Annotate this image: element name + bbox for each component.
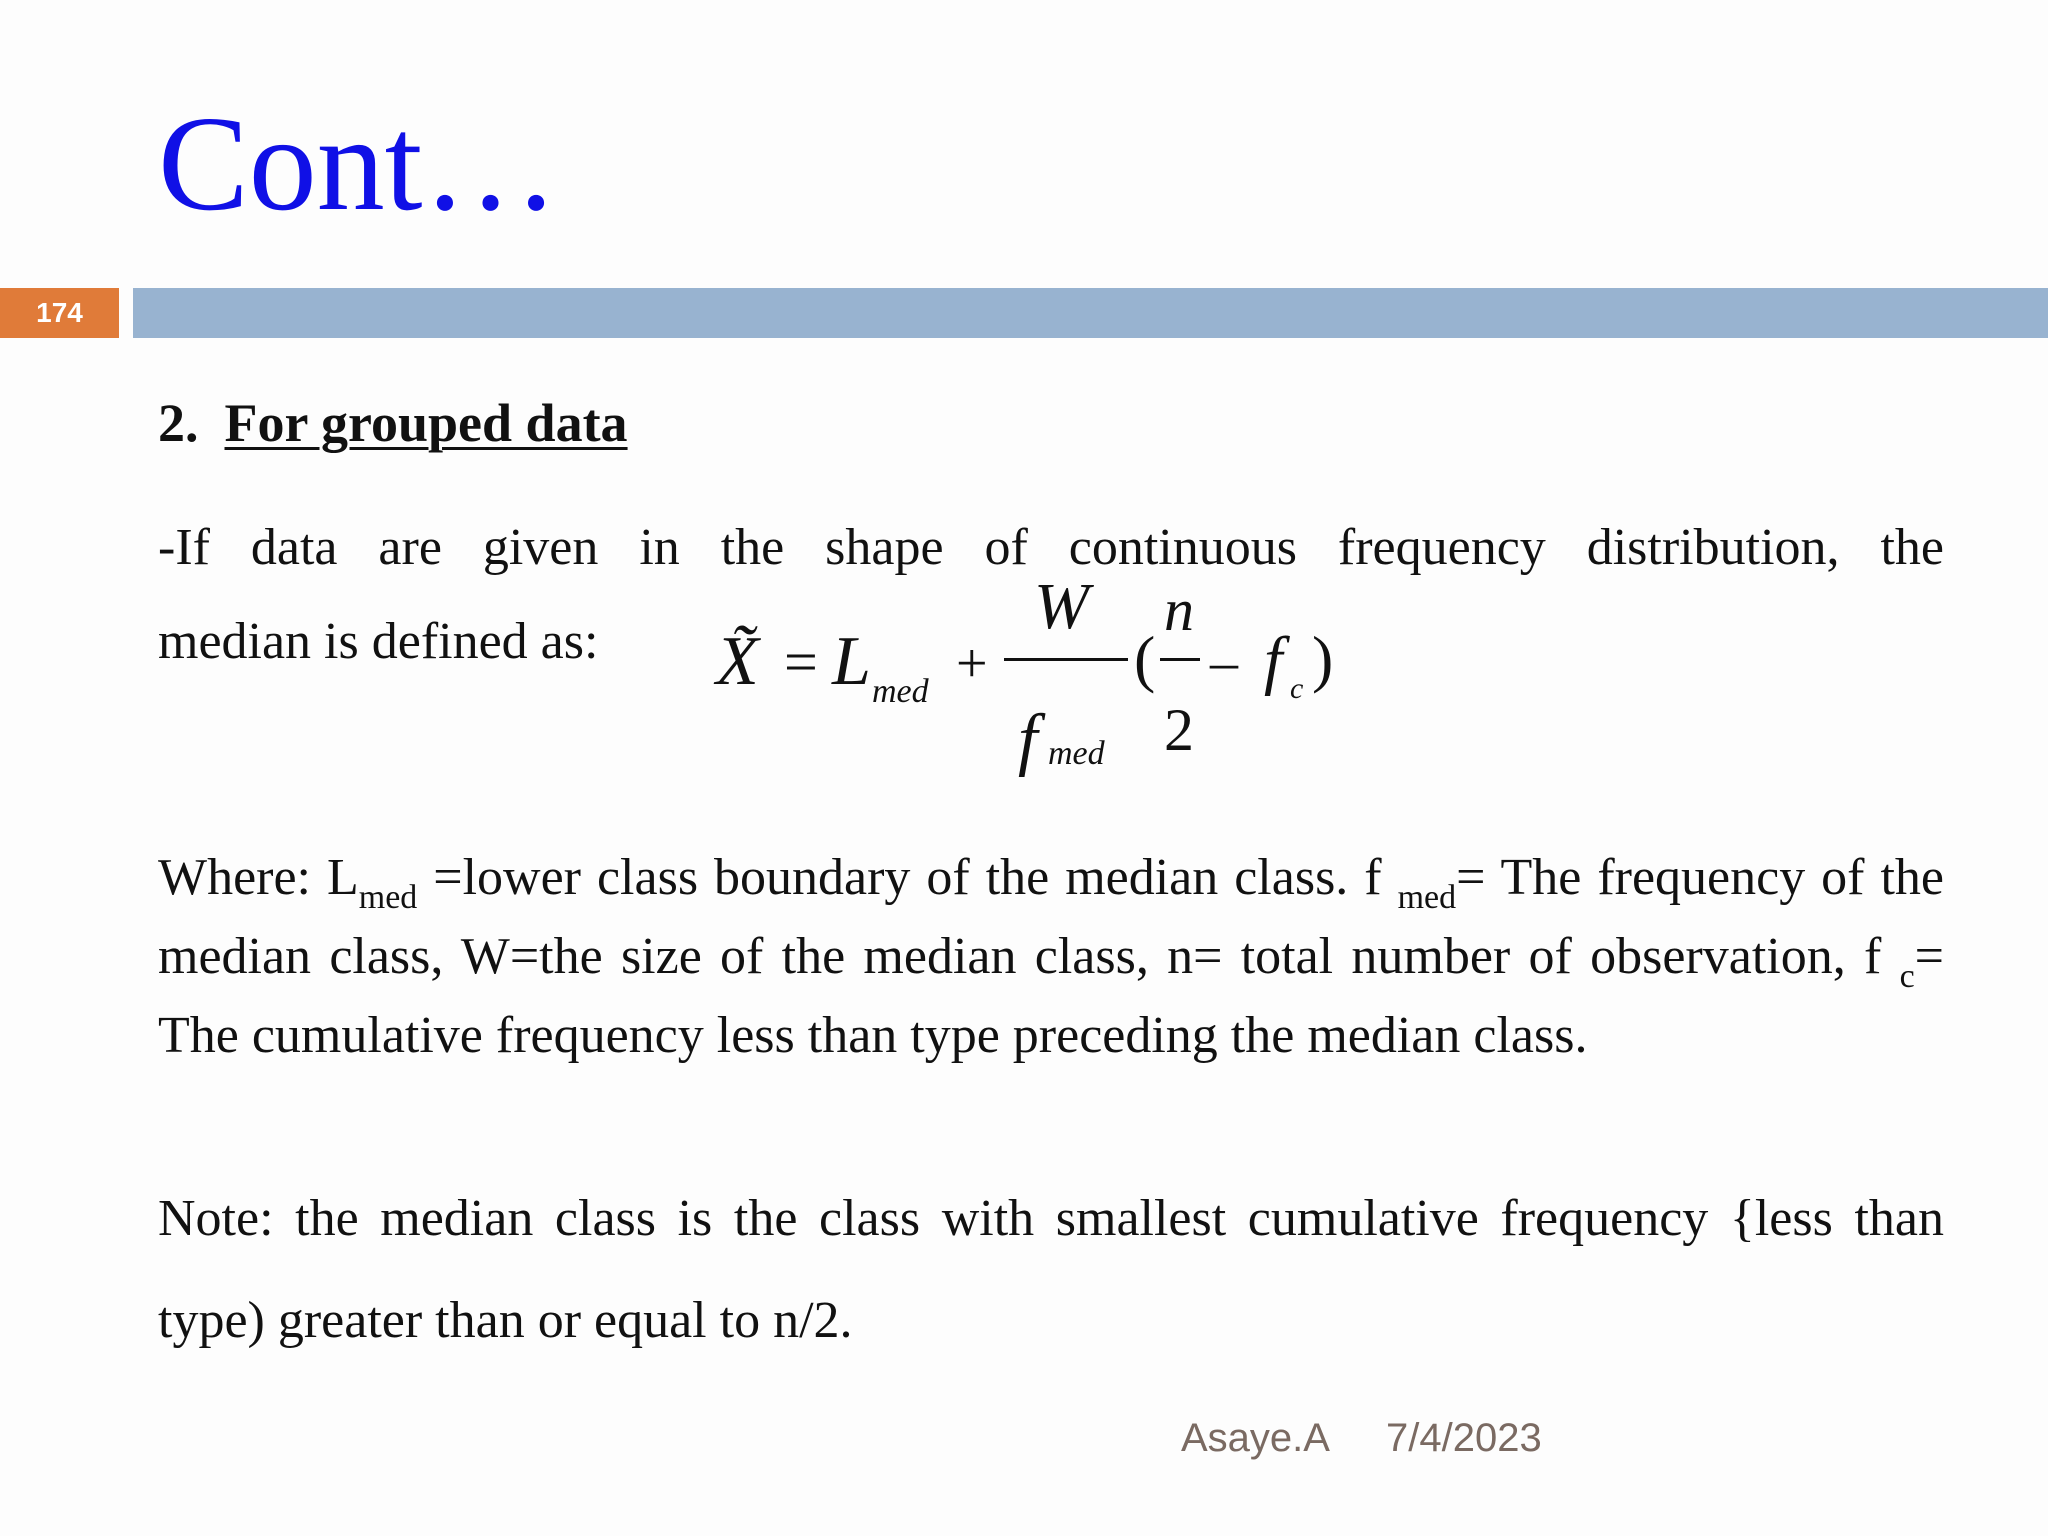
formula-n: n (1164, 577, 1194, 643)
where-part4: = The cumulative frequency less than type preceding the median class. (158, 928, 1944, 1064)
where-part2: =lower class boundary of the median class. f (417, 849, 1398, 906)
slide-number-badge (0, 288, 119, 338)
formula-numerator: W (1034, 574, 1089, 643)
formula-open-paren: ( (1134, 623, 1156, 694)
formula-L: L (832, 623, 871, 700)
section-number: 2. (158, 393, 199, 453)
formula-two: 2 (1164, 697, 1194, 763)
formula-fc-sub: c (1290, 672, 1304, 705)
footer-author: Asaye.A (1181, 1416, 1330, 1460)
formula-denominator-sub: med (1048, 735, 1105, 772)
where-L-sub: med (358, 879, 418, 916)
slide-number: 174 (36, 297, 83, 328)
section-heading-text: For grouped data (224, 393, 628, 453)
intro-line-2: median is defined as: (158, 613, 599, 670)
definitions-paragraph (158, 838, 1944, 1075)
where-prefix: Where: L (158, 849, 359, 906)
note-paragraph: Note: the median class is the class with smallest cumulative frequency {less than type) greater than or equal to n/2. (158, 1190, 1944, 1349)
formula-fraction-line (1004, 658, 1128, 661)
median-formula (712, 574, 1372, 788)
formula-L-sub: med (872, 673, 929, 710)
slide-title: Cont… (158, 89, 559, 239)
formula-equals: = (784, 629, 818, 695)
formula-close-paren: ) (1312, 623, 1334, 694)
section-heading (158, 392, 628, 454)
where-part3: = The frequency of the median class, W=the size of the median class, n= total number of observation, f (158, 849, 1944, 985)
formula-plus: + (956, 633, 988, 695)
intro-line-1: -If data are given in the shape of continuous frequency distribution, the (158, 519, 1944, 576)
formula-half-line (1160, 658, 1200, 661)
formula-denominator-f: f (1018, 701, 1038, 778)
header-divider-bar (133, 288, 2048, 338)
formula-minus: – (1210, 631, 1238, 693)
formula-lhs: X̃ (716, 623, 759, 700)
footer-date: 7/4/2023 (1386, 1416, 1542, 1460)
where-fc-sub: c (1899, 958, 1915, 995)
formula-fc: f (1264, 624, 1283, 697)
where-f-sub: med (1397, 879, 1457, 916)
